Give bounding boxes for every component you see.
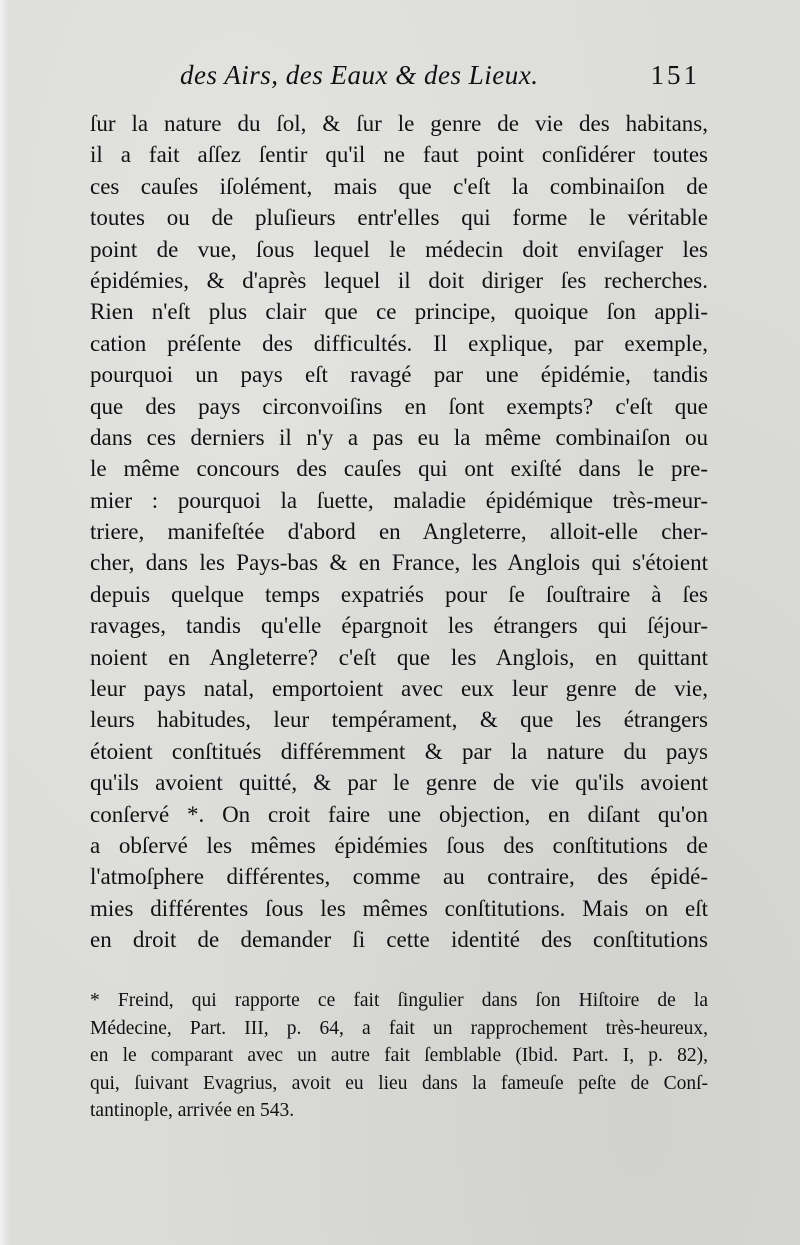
footnote-line: Médecine, Part. III, p. 64, a fait un rapprochement très-heureux, <box>90 1017 708 1039</box>
text-line: dans ces derniers il n'y a pas eu la même combinaiſon ou <box>90 424 708 450</box>
text-line: depuis quelque temps expatriés pour ſe ſouſtraire à ſes <box>90 581 708 607</box>
text-line: étoient conſtitués différemment & par la nature du pays <box>90 738 708 764</box>
text-line: point de vue, ſous lequel le médecin doit enviſager les <box>90 236 708 262</box>
footnote-line: en le comparant avec un autre fait ſemblable (Ibid. Part. I, p. 82), <box>90 1045 708 1066</box>
text-line: qu'ils avoient quitté, & par le genre de vie qu'ils avoient <box>90 770 708 796</box>
page-edge <box>0 0 10 1245</box>
body-text <box>90 108 708 956</box>
text-line: mier : pourquoi la ſuette, maladie épidémique très-meur- <box>90 487 708 513</box>
text-line: cher, dans les Pays-bas & en France, les Anglois qui s'étoient <box>90 550 708 576</box>
text-line: mies différentes ſous les mêmes conſtitutions. Mais on eſt <box>90 895 708 921</box>
text-line: noient en Angleterre? c'eſt que les Anglois, en quittant <box>90 644 708 670</box>
footnote-line: tantinople, arrivée en 543. <box>90 1100 295 1121</box>
running-header <box>180 60 710 100</box>
text-line: il a fait aſſez ſentir qu'il ne faut point conſidérer toutes <box>90 142 708 168</box>
footnote-line: qui, ſuivant Evagrius, avoit eu lieu dans la fameuſe peſte de Conſ- <box>90 1072 708 1094</box>
text-line: a obſervé les mêmes épidémies ſous des conſtitutions de <box>90 832 708 858</box>
text-line: leurs habitudes, leur tempérament, & que les étrangers <box>90 707 708 733</box>
text-line: l'atmoſphere différentes, comme au contraire, des épidé- <box>90 864 708 890</box>
text-line: cation préſente des difficultés. Il explique, par exemple, <box>90 330 708 356</box>
text-line: leur pays natal, emportoient avec eux leur genre de vie, <box>90 676 708 702</box>
running-title: des Airs, des Eaux & des Lieux. <box>180 60 539 90</box>
text-line: pourquoi un pays eſt ravagé par une épidémie, tandis <box>90 362 708 388</box>
text-line: ces cauſes iſolément, mais que c'eſt la combinaiſon de <box>90 173 708 199</box>
text-line: le même concours des cauſes qui ont exiſté dans le pre- <box>90 456 708 482</box>
text-line: ſur la nature du ſol, & ſur le genre de vie des habitans, <box>90 111 708 136</box>
text-line: toutes ou de pluſieurs entr'elles qui forme le véritable <box>90 205 708 231</box>
text-line: triere, manifeſtée d'abord en Angleterre, alloit-elle cher- <box>90 519 708 545</box>
page-number: 151 <box>650 60 700 90</box>
text-line: en droit de demander ſi cette identité des conſtitutions <box>90 927 708 953</box>
text-line: Rien n'eſt plus clair que ce principe, quoique ſon appli- <box>90 299 708 325</box>
text-line: ravages, tandis qu'elle épargnoit les étrangers qui ſéjour- <box>90 613 708 639</box>
footnote-line: * Freind, qui rapporte ce fait ſingulier dans ſon Hiſtoire de la <box>90 990 708 1011</box>
text-line: épidémies, & d'après lequel il doit diriger ſes recherches. <box>90 267 708 293</box>
text-line: que des pays circonvoiſins en ſont exempts? c'eſt que <box>90 393 708 419</box>
footnote <box>90 987 708 1125</box>
text-line: conſervé *. On croit faire une objection, en diſant qu'on <box>90 801 708 827</box>
